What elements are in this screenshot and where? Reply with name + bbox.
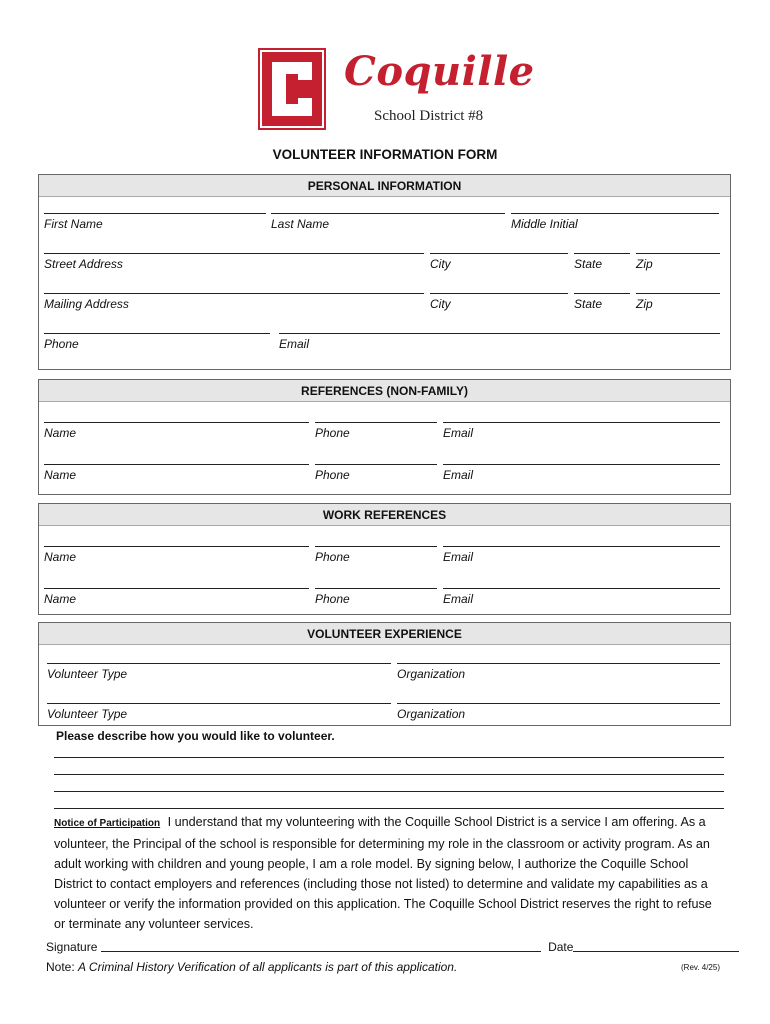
state-field[interactable] bbox=[574, 253, 630, 271]
reference-1-name-field[interactable] bbox=[44, 422, 309, 440]
reference-2-name-field[interactable] bbox=[44, 464, 309, 482]
work-references-section bbox=[38, 503, 731, 615]
district-logo bbox=[258, 48, 538, 132]
describe-answer-line[interactable] bbox=[54, 791, 724, 792]
field-label: State bbox=[574, 297, 603, 311]
field-label: Middle Initial bbox=[511, 217, 578, 231]
volunteer-type-2-field[interactable] bbox=[47, 703, 391, 721]
field-label: Name bbox=[44, 468, 77, 482]
email-field[interactable] bbox=[279, 333, 720, 351]
organization-1-field[interactable] bbox=[397, 663, 720, 681]
field-label: First Name bbox=[44, 217, 103, 231]
work-reference-1-email-field[interactable] bbox=[443, 546, 720, 564]
field-label: Street Address bbox=[44, 257, 123, 271]
street-address-field[interactable] bbox=[44, 253, 424, 271]
field-label: Zip bbox=[636, 257, 653, 271]
field-label: Name bbox=[44, 426, 77, 440]
describe-prompt: Please describe how you would like to volunteer. bbox=[56, 729, 335, 743]
field-label: Email bbox=[443, 592, 474, 606]
field-label: Email bbox=[443, 468, 474, 482]
field-label: Name bbox=[44, 592, 77, 606]
notice-of-participation bbox=[54, 812, 726, 934]
field-label: Volunteer Type bbox=[47, 667, 128, 681]
signature-label: Signature bbox=[46, 940, 98, 954]
work-reference-2-email-field[interactable] bbox=[443, 588, 720, 606]
references-section bbox=[38, 379, 731, 495]
mailing-zip-field[interactable] bbox=[636, 293, 720, 311]
section-heading: VOLUNTEER EXPERIENCE bbox=[39, 623, 730, 645]
mailing-city-field[interactable] bbox=[430, 293, 568, 311]
reference-1-phone-field[interactable] bbox=[315, 422, 437, 440]
field-label: Organization bbox=[397, 707, 466, 721]
section-heading: REFERENCES (NON-FAMILY) bbox=[39, 380, 730, 402]
section-heading: WORK REFERENCES bbox=[39, 504, 730, 526]
note-text: A Criminal History Verification of all applicants is part of this application. bbox=[78, 960, 458, 974]
reference-2-phone-field[interactable] bbox=[315, 464, 437, 482]
field-label: Organization bbox=[397, 667, 466, 681]
reference-2-email-field[interactable] bbox=[443, 464, 720, 482]
signature-row bbox=[46, 940, 739, 954]
note-label: Note: bbox=[46, 960, 75, 974]
field-label: Volunteer Type bbox=[47, 707, 128, 721]
logo-subtitle: School District #8 bbox=[374, 108, 484, 124]
city-field[interactable] bbox=[430, 253, 568, 271]
notice-label: Notice of Participation bbox=[54, 818, 161, 829]
field-label: Phone bbox=[315, 468, 350, 482]
phone-field[interactable] bbox=[44, 333, 270, 351]
work-reference-1-name-field[interactable] bbox=[44, 546, 309, 564]
field-label: Phone bbox=[44, 337, 79, 351]
signature-field[interactable] bbox=[101, 951, 541, 952]
coquille-c-logo-icon bbox=[258, 48, 326, 130]
page-title: VOLUNTEER INFORMATION FORM bbox=[272, 147, 498, 162]
middle-initial-field[interactable] bbox=[511, 213, 719, 231]
field-label: Email bbox=[443, 550, 474, 564]
logo-wordmark: Coquille bbox=[344, 48, 535, 95]
notice-text: I understand that my volunteering with the Coquille School District is a service I am offering. As a volunteer, the Principal of the school is responsible for determining my role in the classroom or activity program. As an adult working with children and young people, I am a role model. By signing below, I authorize the Coquille School District to contact employers and references (including those not listed) to determine and validate my capabilities as a volunteer or verify the information provided on this application. The Coquille School District reserves the right to refuse or terminate any volunteer services. bbox=[54, 815, 712, 931]
field-label: Last Name bbox=[271, 217, 330, 231]
volunteer-type-1-field[interactable] bbox=[47, 663, 391, 681]
personal-information-section bbox=[38, 174, 731, 370]
first-name-field[interactable] bbox=[44, 213, 266, 231]
field-label: State bbox=[574, 257, 603, 271]
field-label: City bbox=[430, 297, 451, 311]
field-label: Name bbox=[44, 550, 77, 564]
work-reference-1-phone-field[interactable] bbox=[315, 546, 437, 564]
field-label: Mailing Address bbox=[44, 297, 129, 311]
field-label: City bbox=[430, 257, 451, 271]
mailing-address-field[interactable] bbox=[44, 293, 424, 311]
revision-label: (Rev. 4/25) bbox=[681, 963, 720, 972]
section-heading: PERSONAL INFORMATION bbox=[39, 175, 730, 197]
field-label: Phone bbox=[315, 426, 350, 440]
last-name-field[interactable] bbox=[271, 213, 505, 231]
field-label: Email bbox=[443, 426, 474, 440]
field-label: Email bbox=[279, 337, 310, 351]
volunteer-experience-section bbox=[38, 622, 731, 726]
reference-1-email-field[interactable] bbox=[443, 422, 720, 440]
describe-answer-line[interactable] bbox=[54, 774, 724, 775]
describe-answer-line[interactable] bbox=[54, 757, 724, 758]
describe-answer-line[interactable] bbox=[54, 808, 724, 809]
field-label: Zip bbox=[636, 297, 653, 311]
zip-field[interactable] bbox=[636, 253, 720, 271]
note-line bbox=[46, 960, 457, 974]
date-label: Date bbox=[548, 940, 574, 954]
work-reference-2-phone-field[interactable] bbox=[315, 588, 437, 606]
field-label: Phone bbox=[315, 550, 350, 564]
organization-2-field[interactable] bbox=[397, 703, 720, 721]
work-reference-2-name-field[interactable] bbox=[44, 588, 309, 606]
date-field[interactable] bbox=[573, 951, 739, 952]
field-label: Phone bbox=[315, 592, 350, 606]
mailing-state-field[interactable] bbox=[574, 293, 630, 311]
